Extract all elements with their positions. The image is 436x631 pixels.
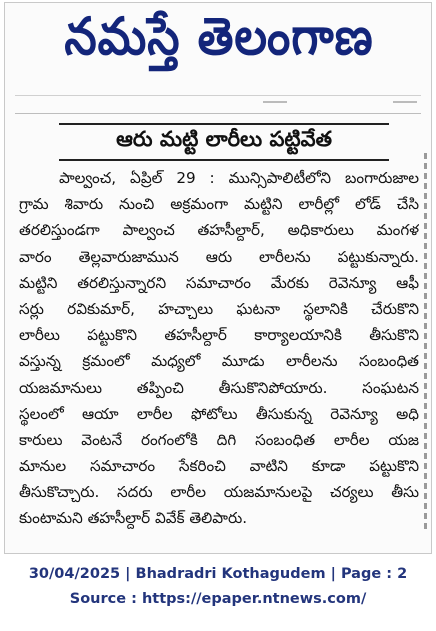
- newspaper-clipping: [4, 2, 432, 554]
- article-line: తీసుకొచ్చారు. సదరు లారీల యజమానులపై చర్యలు తీసు: [19, 483, 419, 502]
- article-line: కారులు వెంటనే రంగంలోకి దిగి సంబంధిత లారీల యజ: [19, 430, 419, 449]
- article-line: వారం తెల్లవారుజామున ఆరు లారీలను పట్టుకున్నారు.: [19, 247, 419, 266]
- article-headline: ఆరు మట్టి లారీలు పట్టివేత: [116, 127, 332, 151]
- article-line: లారీలు పట్టుకొని తహసీల్దార్ కార్యాలయానికి తీసుకొని: [19, 326, 419, 345]
- divider-mark: [393, 101, 417, 103]
- article-line: స్థలంలో ఆయా లారీల ఫోటోలు తీసుకున్న రెవెన్యూ అధి: [19, 404, 419, 423]
- divider: [15, 113, 421, 114]
- article-line: సర్లు రవికుమార్, హచ్చాలు ఘటనా స్థలానికి చేరుకొని: [19, 299, 419, 318]
- footer-date-edition: 30/04/2025 | Bhadradri Kothagudem | Page : 2: [28, 566, 408, 582]
- article-line: గ్రామ శివారు నుంచి అక్రమంగా మట్టిని లారీల్లో లోడ్ చేసి: [19, 195, 419, 214]
- masthead: [5, 3, 432, 83]
- article-body: [19, 165, 419, 532]
- column-edge: [424, 153, 427, 533]
- article-line: మట్టిని తరలిస్తున్నారని సమాచారం మేరకు రెవెన్యూ ఆఫీ: [19, 273, 419, 292]
- article-line: కుంటామని తహసీల్దార్ వివేక్ తెలిపారు.: [19, 509, 248, 528]
- article-line: వస్తున్న క్రమంలో మధ్యలో మూడు లారీలను సంబంధిత: [19, 352, 419, 371]
- article-line: తరలిస్తుండగా పాల్వంచ తహసీల్దార్, అధికారులు మంగళ: [19, 221, 419, 240]
- headline-box: [59, 123, 389, 161]
- article-line: పాల్వంచ, ఏప్రిల్ 29 : మున్సిపాలిటీలోని బంగారుజాల: [59, 169, 419, 187]
- article-line: యజమానులు తప్పించి తీసుకొనిపోయారు. సంఘటన: [19, 378, 419, 397]
- footer-source: Source : https://epaper.ntnews.com/: [69, 591, 367, 607]
- divider-mark: [263, 101, 287, 103]
- divider: [15, 95, 421, 96]
- masthead-title: నమస్తే తెలంగాణ: [64, 6, 374, 67]
- article-line: మానుల సమాచారం సేకరించి వాటిని కూడా పట్టుకొని: [19, 457, 419, 476]
